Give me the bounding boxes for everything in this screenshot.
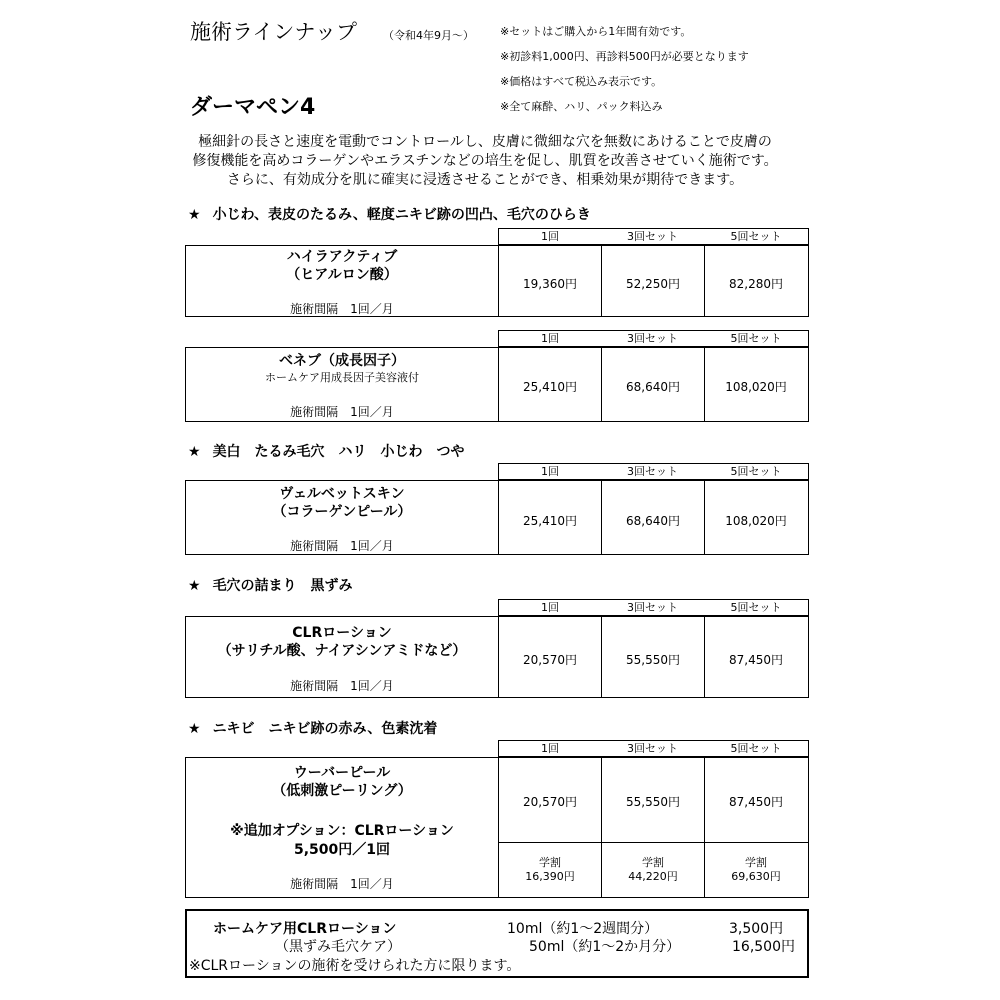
- price-5set: 87,450円: [729, 653, 783, 667]
- page-title: 施術ラインナップ: [190, 20, 357, 44]
- price-header-3set: 3回セット: [601, 228, 705, 245]
- price-3set: 55,550円: [602, 617, 705, 697]
- home-care-note: ※CLRローションの施術を受けられた方に限ります。: [189, 958, 521, 974]
- home-care-size-large: 50ml（約1～2か月分）: [529, 939, 681, 955]
- price-single: 20,570円 学割 16,390円: [499, 758, 602, 897]
- item-name-sub: （サリチル酸、ナイアシンアミドなど）: [217, 643, 467, 659]
- price-3set: 68,640円: [602, 481, 705, 554]
- menu-item-benev: [185, 347, 809, 422]
- item-name-sub: （ヒアルロン酸）: [286, 267, 398, 283]
- note-set-validity: ※セットはご購入から1年間有効です。: [500, 25, 692, 38]
- item-name-cell: [186, 348, 499, 421]
- price-single: 20,570円: [499, 617, 602, 697]
- product-name: ダーマペン4: [190, 95, 316, 120]
- category-heading: [188, 575, 353, 595]
- category-heading: [188, 718, 437, 738]
- price-header-row: [498, 228, 809, 245]
- price-header-5set: 5回セット: [704, 228, 809, 245]
- treatment-interval: 施術間隔 1回／月: [290, 405, 394, 419]
- home-care-subtitle: （黒ずみ毛穴ケア）: [275, 939, 401, 955]
- treatment-interval: 施術間隔 1回／月: [290, 877, 394, 891]
- item-name-cell: [186, 481, 499, 554]
- item-name: ハイラアクティブ: [286, 249, 398, 265]
- category-label: 小じわ、表皮のたるみ、軽度ニキビ跡の凹凸、毛穴のひらき: [212, 207, 591, 223]
- price-header-single: 1回: [498, 330, 602, 347]
- price-header-single: 1回: [498, 463, 602, 480]
- price-header-3set: 3回セット: [601, 740, 705, 757]
- student-discount-label: 学割: [539, 856, 561, 869]
- treatment-interval: 施術間隔 1回／月: [290, 539, 394, 553]
- home-care-price-small: 3,500円: [729, 921, 784, 937]
- price-header-5set: 5回セット: [704, 599, 809, 616]
- student-discount-label: 学割: [745, 856, 767, 869]
- item-name-cell: [186, 617, 499, 697]
- price-header-3set: 3回セット: [601, 330, 705, 347]
- home-care-price-large: 16,500円: [732, 939, 795, 955]
- treatment-interval: 施術間隔 1回／月: [290, 302, 394, 316]
- price-header-3set: 3回セット: [601, 463, 705, 480]
- star-icon: ★: [188, 721, 201, 737]
- treatment-interval: 施術間隔 1回／月: [290, 679, 394, 693]
- price-single: 19,360円: [499, 246, 602, 316]
- menu-item-velvet-skin: [185, 480, 809, 555]
- category-label: 美白 たるみ毛穴 ハリ 小じわ つや: [212, 444, 465, 460]
- item-subtitle: ホームケア用成長因子美容液付: [265, 371, 419, 384]
- category-heading: [188, 204, 591, 224]
- description-line: 修復機能を高めコラーゲンやエラスチンなどの培生を促し、肌質を改善させていく施術です。: [192, 153, 778, 169]
- student-price-single: 16,390円: [525, 870, 575, 883]
- note-consultation-fee: ※初診料1,000円、再診料500円が必要となります: [500, 50, 749, 63]
- star-icon: ★: [188, 578, 201, 594]
- price-header-5set: 5回セット: [704, 740, 809, 757]
- star-icon: ★: [188, 444, 201, 460]
- price-3set: 52,250円: [602, 246, 705, 316]
- price-header-3set: 3回セット: [601, 599, 705, 616]
- menu-item-uber-peel: [185, 757, 809, 898]
- home-care-box: [185, 909, 809, 978]
- item-name: ベネブ（成長因子）: [279, 353, 405, 369]
- price-3set: 68,640円: [602, 348, 705, 421]
- menu-item-hyaluronic: [185, 245, 809, 317]
- description-line: さらに、有効成分を肌に確実に浸透させることができ、相乗効果が期待できます。: [226, 172, 744, 188]
- item-name-sub: （コラーゲンピール）: [272, 504, 412, 520]
- price-5set: 87,450円 学割 69,630円: [705, 758, 807, 897]
- additional-option-price: 5,500円／1回: [293, 842, 391, 858]
- price-header-single: 1回: [498, 599, 602, 616]
- price-header-row: [498, 330, 809, 347]
- price-5set: 108,020円: [725, 514, 787, 528]
- price-single: 25,410円: [499, 481, 602, 554]
- category-label: ニキビ ニキビ跡の赤み、色素沈着: [212, 721, 438, 737]
- item-name-cell: [186, 246, 499, 316]
- home-care-title: ホームケア用CLRローション: [213, 921, 397, 937]
- price-header-row: [498, 599, 809, 616]
- student-price-5set: 69,630円: [731, 870, 781, 883]
- additional-option: ※追加オプション：CLRローション: [230, 823, 454, 839]
- price-single: 25,410円: [499, 348, 602, 421]
- item-name: ウーバーピール: [293, 765, 391, 781]
- price-3set: 55,550円 学割 44,220円: [602, 758, 705, 897]
- price-header-5set: 5回セット: [704, 463, 809, 480]
- item-name: ヴェルベットスキン: [279, 486, 405, 502]
- price-header-row: [498, 740, 809, 757]
- price-header-row: [498, 463, 809, 480]
- star-icon: ★: [188, 207, 201, 223]
- menu-item-clr-lotion: [185, 616, 809, 698]
- price-5set: 108,020円: [725, 380, 787, 394]
- student-discount-label: 学割: [642, 856, 664, 869]
- price-5set: 82,280円: [729, 277, 783, 291]
- price-header-single: 1回: [498, 228, 602, 245]
- category-label: 毛穴の詰まり 黒ずみ: [212, 578, 353, 594]
- home-care-size-small: 10ml（約1～2週間分）: [507, 921, 659, 937]
- student-price-3set: 44,220円: [628, 870, 678, 883]
- title-date: （令和4年9月～）: [383, 29, 474, 42]
- item-name-sub: （低刺激ピーリング）: [272, 783, 412, 799]
- note-tax-included: ※価格はすべて税込み表示です。: [500, 75, 663, 88]
- item-name: CLRローション: [292, 625, 392, 641]
- note-included-items: ※全て麻酔、ハリ、パック料込み: [500, 100, 663, 113]
- price-header-single: 1回: [498, 740, 602, 757]
- product-description: [160, 133, 810, 190]
- price-header-5set: 5回セット: [704, 330, 809, 347]
- category-heading: [188, 441, 465, 461]
- row-divider: [499, 842, 808, 843]
- item-name-cell: [186, 758, 499, 897]
- description-line: 極細針の長さと速度を電動でコントロールし、皮膚に微細な穴を無数にあけることで皮膚の: [198, 134, 772, 150]
